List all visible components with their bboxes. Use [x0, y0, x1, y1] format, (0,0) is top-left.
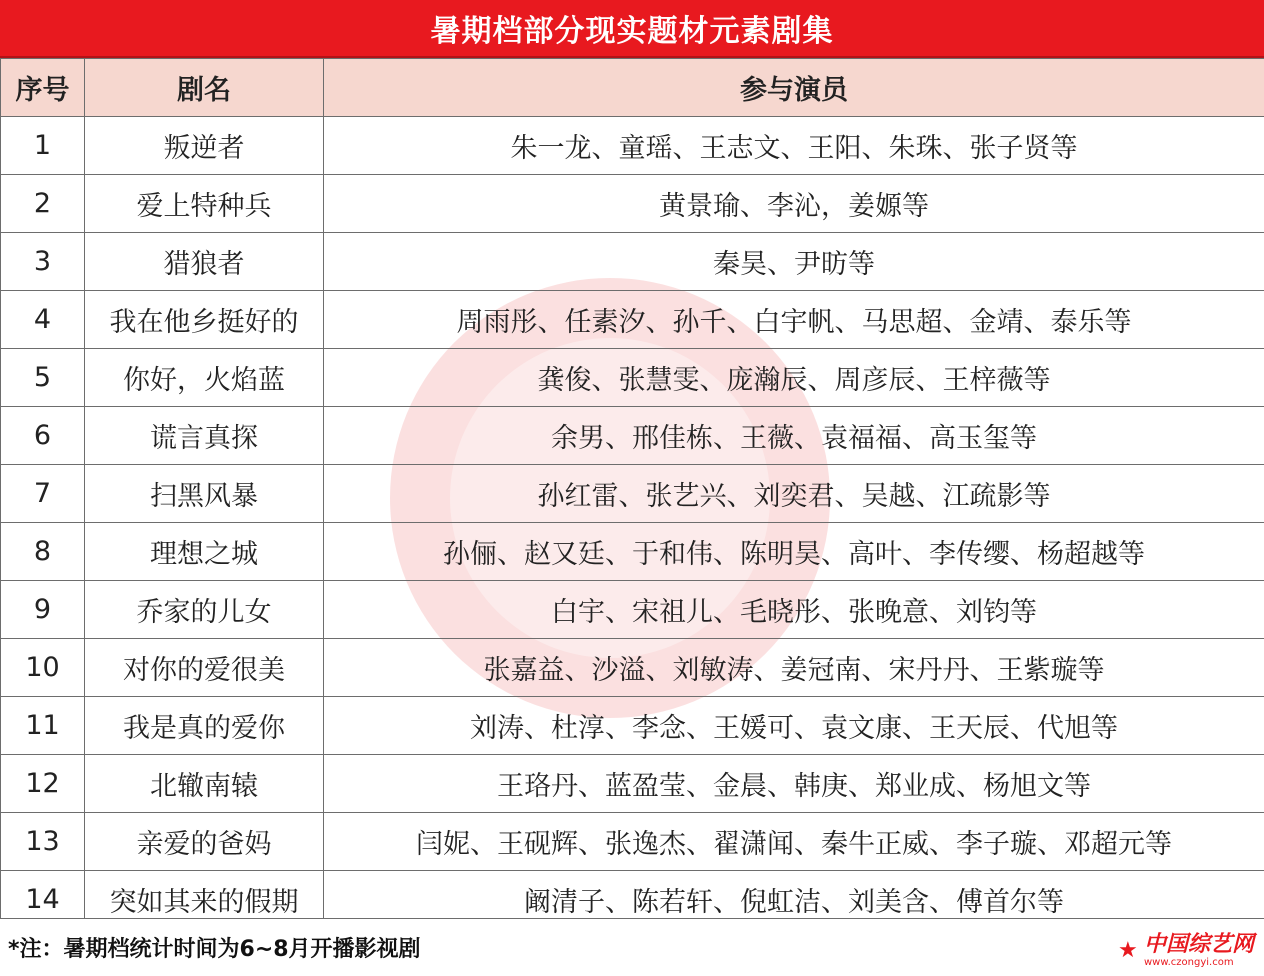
row-title: 你好，火焰蓝	[85, 349, 324, 407]
row-cast: 张嘉益、沙溢、刘敏涛、姜冠南、宋丹丹、王紫璇等	[324, 639, 1264, 697]
table-row	[1, 349, 1264, 407]
row-cast: 朱一龙、童瑶、王志文、王阳、朱珠、张子贤等	[324, 117, 1264, 175]
table-row	[1, 407, 1264, 465]
row-cast: 刘涛、杜淳、李念、王媛可、袁文康、王天辰、代旭等	[324, 697, 1264, 755]
row-no: 13	[1, 813, 85, 871]
row-title: 谎言真探	[85, 407, 324, 465]
header-no: 序号	[1, 59, 85, 117]
header-row	[1, 59, 1264, 117]
row-cast: 闫妮、王砚辉、张逸杰、翟潇闻、秦牛正威、李子璇、邓超元等	[324, 813, 1264, 871]
row-title: 亲爱的爸妈	[85, 813, 324, 871]
row-no: 10	[1, 639, 85, 697]
row-no: 1	[1, 117, 85, 175]
row-no: 6	[1, 407, 85, 465]
row-no: 9	[1, 581, 85, 639]
header-name: 剧名	[85, 59, 324, 117]
table-row	[1, 697, 1264, 755]
table-row	[1, 465, 1264, 523]
table-row	[1, 755, 1264, 813]
cast-table	[0, 58, 1264, 929]
row-title: 突如其来的假期	[85, 871, 324, 929]
row-cast: 余男、邢佳栋、王薇、袁福福、高玉玺等	[324, 407, 1264, 465]
row-title: 我是真的爱你	[85, 697, 324, 755]
table-title: 暑期档部分现实题材元素剧集	[0, 0, 1264, 58]
row-no: 3	[1, 233, 85, 291]
logo-url: www.czongyi.com	[1143, 957, 1234, 968]
row-title: 对你的爱很美	[85, 639, 324, 697]
table-row	[1, 233, 1264, 291]
table-row	[1, 813, 1264, 871]
row-no: 11	[1, 697, 85, 755]
table-row	[1, 523, 1264, 581]
table-row	[1, 639, 1264, 697]
table-row	[1, 291, 1264, 349]
row-cast: 孙红雷、张艺兴、刘奕君、吴越、江疏影等	[324, 465, 1264, 523]
row-cast: 阚清子、陈若轩、倪虹洁、刘美含、傅首尔等	[324, 871, 1264, 929]
row-no: 12	[1, 755, 85, 813]
row-no: 2	[1, 175, 85, 233]
row-title: 我在他乡挺好的	[85, 291, 324, 349]
row-title: 扫黑风暴	[85, 465, 324, 523]
row-title: 叛逆者	[85, 117, 324, 175]
row-title: 北辙南辕	[85, 755, 324, 813]
row-title: 爱上特种兵	[85, 175, 324, 233]
row-cast: 龚俊、张慧雯、庞瀚辰、周彦辰、王梓薇等	[324, 349, 1264, 407]
row-cast: 黄景瑜、李沁，姜嫄等	[324, 175, 1264, 233]
row-no: 7	[1, 465, 85, 523]
row-no: 8	[1, 523, 85, 581]
row-cast: 白宇、宋祖儿、毛晓彤、张晚意、刘钧等	[324, 581, 1264, 639]
row-title: 理想之城	[85, 523, 324, 581]
row-cast: 周雨彤、任素汐、孙千、白宇帆、马思超、金靖、泰乐等	[324, 291, 1264, 349]
row-title: 猎狼者	[85, 233, 324, 291]
row-title: 乔家的儿女	[85, 581, 324, 639]
row-no: 5	[1, 349, 85, 407]
star-icon: ★	[1117, 938, 1138, 963]
row-no: 4	[1, 291, 85, 349]
logo-name: 中国综艺网	[1143, 932, 1254, 957]
table-row	[1, 581, 1264, 639]
table-row	[1, 117, 1264, 175]
row-no: 14	[1, 871, 85, 929]
row-cast: 秦昊、尹昉等	[324, 233, 1264, 291]
row-cast: 孙俪、赵又廷、于和伟、陈明昊、高叶、李传缨、杨超越等	[324, 523, 1264, 581]
row-cast: 王珞丹、蓝盈莹、金晨、韩庚、郑业成、杨旭文等	[324, 755, 1264, 813]
table-row	[1, 175, 1264, 233]
header-cast: 参与演员	[324, 59, 1264, 117]
footer-note-text: *注：暑期档统计时间为6~8月开播影视剧	[8, 937, 421, 962]
footer-note	[0, 918, 1264, 976]
